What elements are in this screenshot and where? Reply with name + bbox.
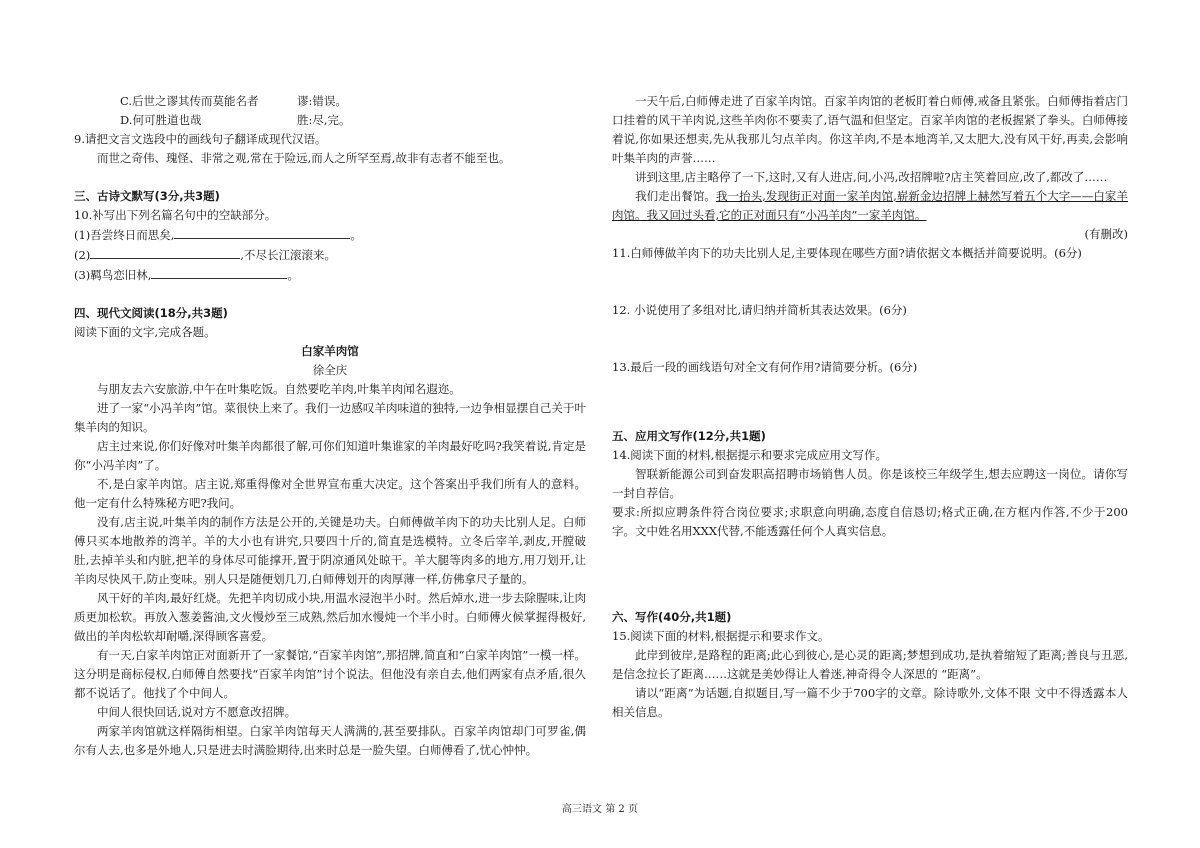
- paragraph: 有一天,白家羊肉馆正对面新开了一家餐馆,“百家羊肉馆”,那招牌,简直和“白家羊肉馆”一模一样。这分明是商标侵权,白师傅自然要找“百家羊肉馆”讨个说法。但他没有亲自去,他们两家有点矛盾,很久都不说话了。他找了个中间人。: [74, 648, 586, 700]
- paragraph: 没有,店主说,叶集羊肉的制作方法是公开的,关键是功夫。白师傅做羊肉下的功夫比别人足。白师傅只买本地散养的湾羊。羊的大小也有讲究,只要四十斤的,简直是选模特。立冬后宰羊,剥皮,开膛破肚,去掉羊头和内脏,把羊的身体尽可能撑开,置于阴凉通风处晾干。羊大腿等肉多的地方,用刀划开,让羊肉尽快风干,防止变味。别人只是随便划几刀,白师傅划开的肉厚薄一样,仿佛拿尺子量的。: [74, 515, 586, 586]
- paragraph: 一天午后,白师傅走进了百家羊肉馆。百家羊肉馆的老板盯着白师傅,戒备且紧张。白师傅指着店门口挂着的风干羊肉说,这些羊肉你不要卖了,语气温和但坚定。百家羊肉馆的老板握紧了拳头。白师傅接着说,你如果还想卖,先从我那儿匀点羊肉。你这羊肉,不是本地湾羊,又太肥大,没有风干好,再卖,会影响叶集羊肉的声誉……: [612, 94, 1128, 165]
- question-14: 14.阅读下面的材料,根据提示和要求完成应用文写作。: [612, 448, 887, 462]
- reading-intro: 阅读下面的文字,完成各题。: [74, 325, 216, 339]
- question-13: 13.最后一段的画线语句对全文有何作用?请简要分析。(6分): [612, 360, 918, 374]
- paragraph: 讲到这里,店主略停了一下,这时,又有人进店,问,小冯,改招牌啦?店主笑着回应,改了,都改了……: [635, 170, 1108, 184]
- paragraph: 不,是白家羊肉馆。店主说,郑重得像对全世界宣布重大决定。这个答案出乎我们所有人的意料。他一定有什么特殊秘方吧?我问。: [74, 477, 586, 510]
- answer-blank[interactable]: [90, 245, 240, 259]
- option-d-text: D.何可胜道也哉: [120, 113, 202, 127]
- question-10-1: [74, 225, 586, 245]
- question-14-requirements: 要求:所拟应聘条件符合岗位要求;求职意向明确,态度自信恳切;格式正确,在方框内作答,不少于200字。文中姓名用XXX代替,不能透露任何个人真实信息。: [612, 505, 1128, 538]
- question-10-3: [74, 265, 586, 285]
- question-10-1-end: 。: [350, 228, 362, 242]
- option-d-note: 胜:尽,完。: [297, 113, 351, 127]
- option-d: [74, 111, 586, 130]
- page-footer: 高三语文 第 2 页: [562, 804, 638, 815]
- option-c-note: 谬:错误。: [297, 94, 347, 108]
- paragraph: 风干好的羊肉,最好红烧。先把羊肉切成小块,用温水浸泡半小时。然后焯水,进一步去除腥味,让肉质更加松软。再放入葱姜酱油,文火慢炒至三成熟,然后加水慢炖一个半小时。白师傅火候掌握得极好,做出的羊肉松软却耐嚼,深得顾客喜爱。: [74, 591, 586, 643]
- question-10-2-text: ,不尽长江滚滚来。: [240, 248, 336, 262]
- question-9-text: 而世之奇伟、瑰怪、非常之观,常在于险远,而人之所罕至焉,故非有志者不能至也。: [97, 151, 511, 165]
- question-9: 9.请把文言文选段中的画线句子翻译成现代汉语。: [74, 132, 327, 146]
- paragraph: 与朋友去六安旅游,中午在叶集吃饭。自然要吃羊肉,叶集羊肉闻名遐迩。: [97, 382, 461, 396]
- source-note: (有删改): [1084, 227, 1128, 241]
- right-column: [612, 92, 1128, 722]
- story-title: 白家羊肉馆: [301, 344, 359, 358]
- section-6-heading: 六、写作(40分,共1题): [612, 610, 732, 624]
- section-4-heading: 四、现代文阅读(18分,共3题): [74, 306, 228, 320]
- question-10-3-text: (3)羁鸟恋旧林,: [74, 268, 152, 282]
- question-14-material: 智联新能源公司到奋发职高招聘市场销售人员。你是该校三年级学生,想去应聘这一岗位。请你写一封自荐信。: [612, 467, 1128, 500]
- paragraph: 进了一家“小冯羊肉”馆。菜很快上来了。我们一边感叹羊肉味道的独特,一边争相显摆自己关于叶集羊肉的知识。: [74, 401, 586, 434]
- question-15: 15.阅读下面的材料,根据提示和要求作文。: [612, 629, 830, 643]
- option-c: [74, 92, 586, 111]
- paragraph: 店主过来说,你们好像对叶集羊肉都很了解,可你们知道叶集谁家的羊肉最好吃吗?我笑着说,肯定是你“小冯羊肉”了。: [74, 439, 586, 472]
- question-10-3-end: 。: [287, 268, 299, 282]
- option-c-text: C.后世之谬其传而莫能名者: [120, 94, 259, 108]
- section-5-heading: 五、应用文写作(12分,共1题): [612, 429, 766, 443]
- paragraph-underlined: [612, 187, 1128, 225]
- story-author: 徐全庆: [312, 363, 348, 377]
- paragraph-lead: 我们走出餐馆。: [635, 189, 716, 203]
- question-10-2-prefix: (2): [74, 248, 91, 262]
- underlined-sentence: 我一抬头,发现街正对面一家羊肉馆,崭新金边招牌上赫然写着五个大字——白家羊肉馆。我又回过头看,它的正对面只有“小冯羊肉”一家羊肉馆。: [612, 189, 1128, 222]
- paragraph: 两家羊肉馆就这样隔街相望。白家羊肉馆每天人满满的,甚至要排队。百家羊肉馆却门可罗雀,偶尔有人去,也多是外地人,只是进去时满脸期待,出来时总是一脸失望。白师傅看了,忧心忡忡。: [74, 724, 586, 757]
- section-3-heading: 三、古诗文默写(3分,共3题): [74, 189, 220, 203]
- answer-blank[interactable]: [151, 265, 287, 279]
- question-10-1-text: (1)吾尝终日而思矣,: [74, 228, 175, 242]
- question-10-2: [74, 245, 586, 265]
- question-15-material: 此岸到彼岸,是路程的距离;此心到彼心,是心灵的距离;梦想到成功,是执着缩短了距离;善良与丑恶,是信念拉长了距离……这就是美妙得让人着迷,神奇得令人深思的 “距离”。: [612, 648, 1128, 681]
- paragraph: 中间人很快回话,说对方不愿意改招牌。: [97, 705, 297, 719]
- left-column: [74, 92, 586, 760]
- question-15-requirements: 请以“距离”为话题,自拟题目,写一篇不少于700字的文章。除诗歌外,文体不限 文中不得透露本人相关信息。: [612, 686, 1128, 719]
- question-11: 11.白师傅做羊肉下的功夫比别人足,主要体现在哪些方面?请依据文本概括并简要说明。(6分): [612, 246, 1082, 260]
- answer-blank[interactable]: [174, 225, 350, 239]
- question-12: 12. 小说使用了多组对比,请归纳并简析其表达效果。(6分): [612, 303, 907, 317]
- question-10: 10.补写出下列名篇名句中的空缺部分。: [74, 208, 277, 222]
